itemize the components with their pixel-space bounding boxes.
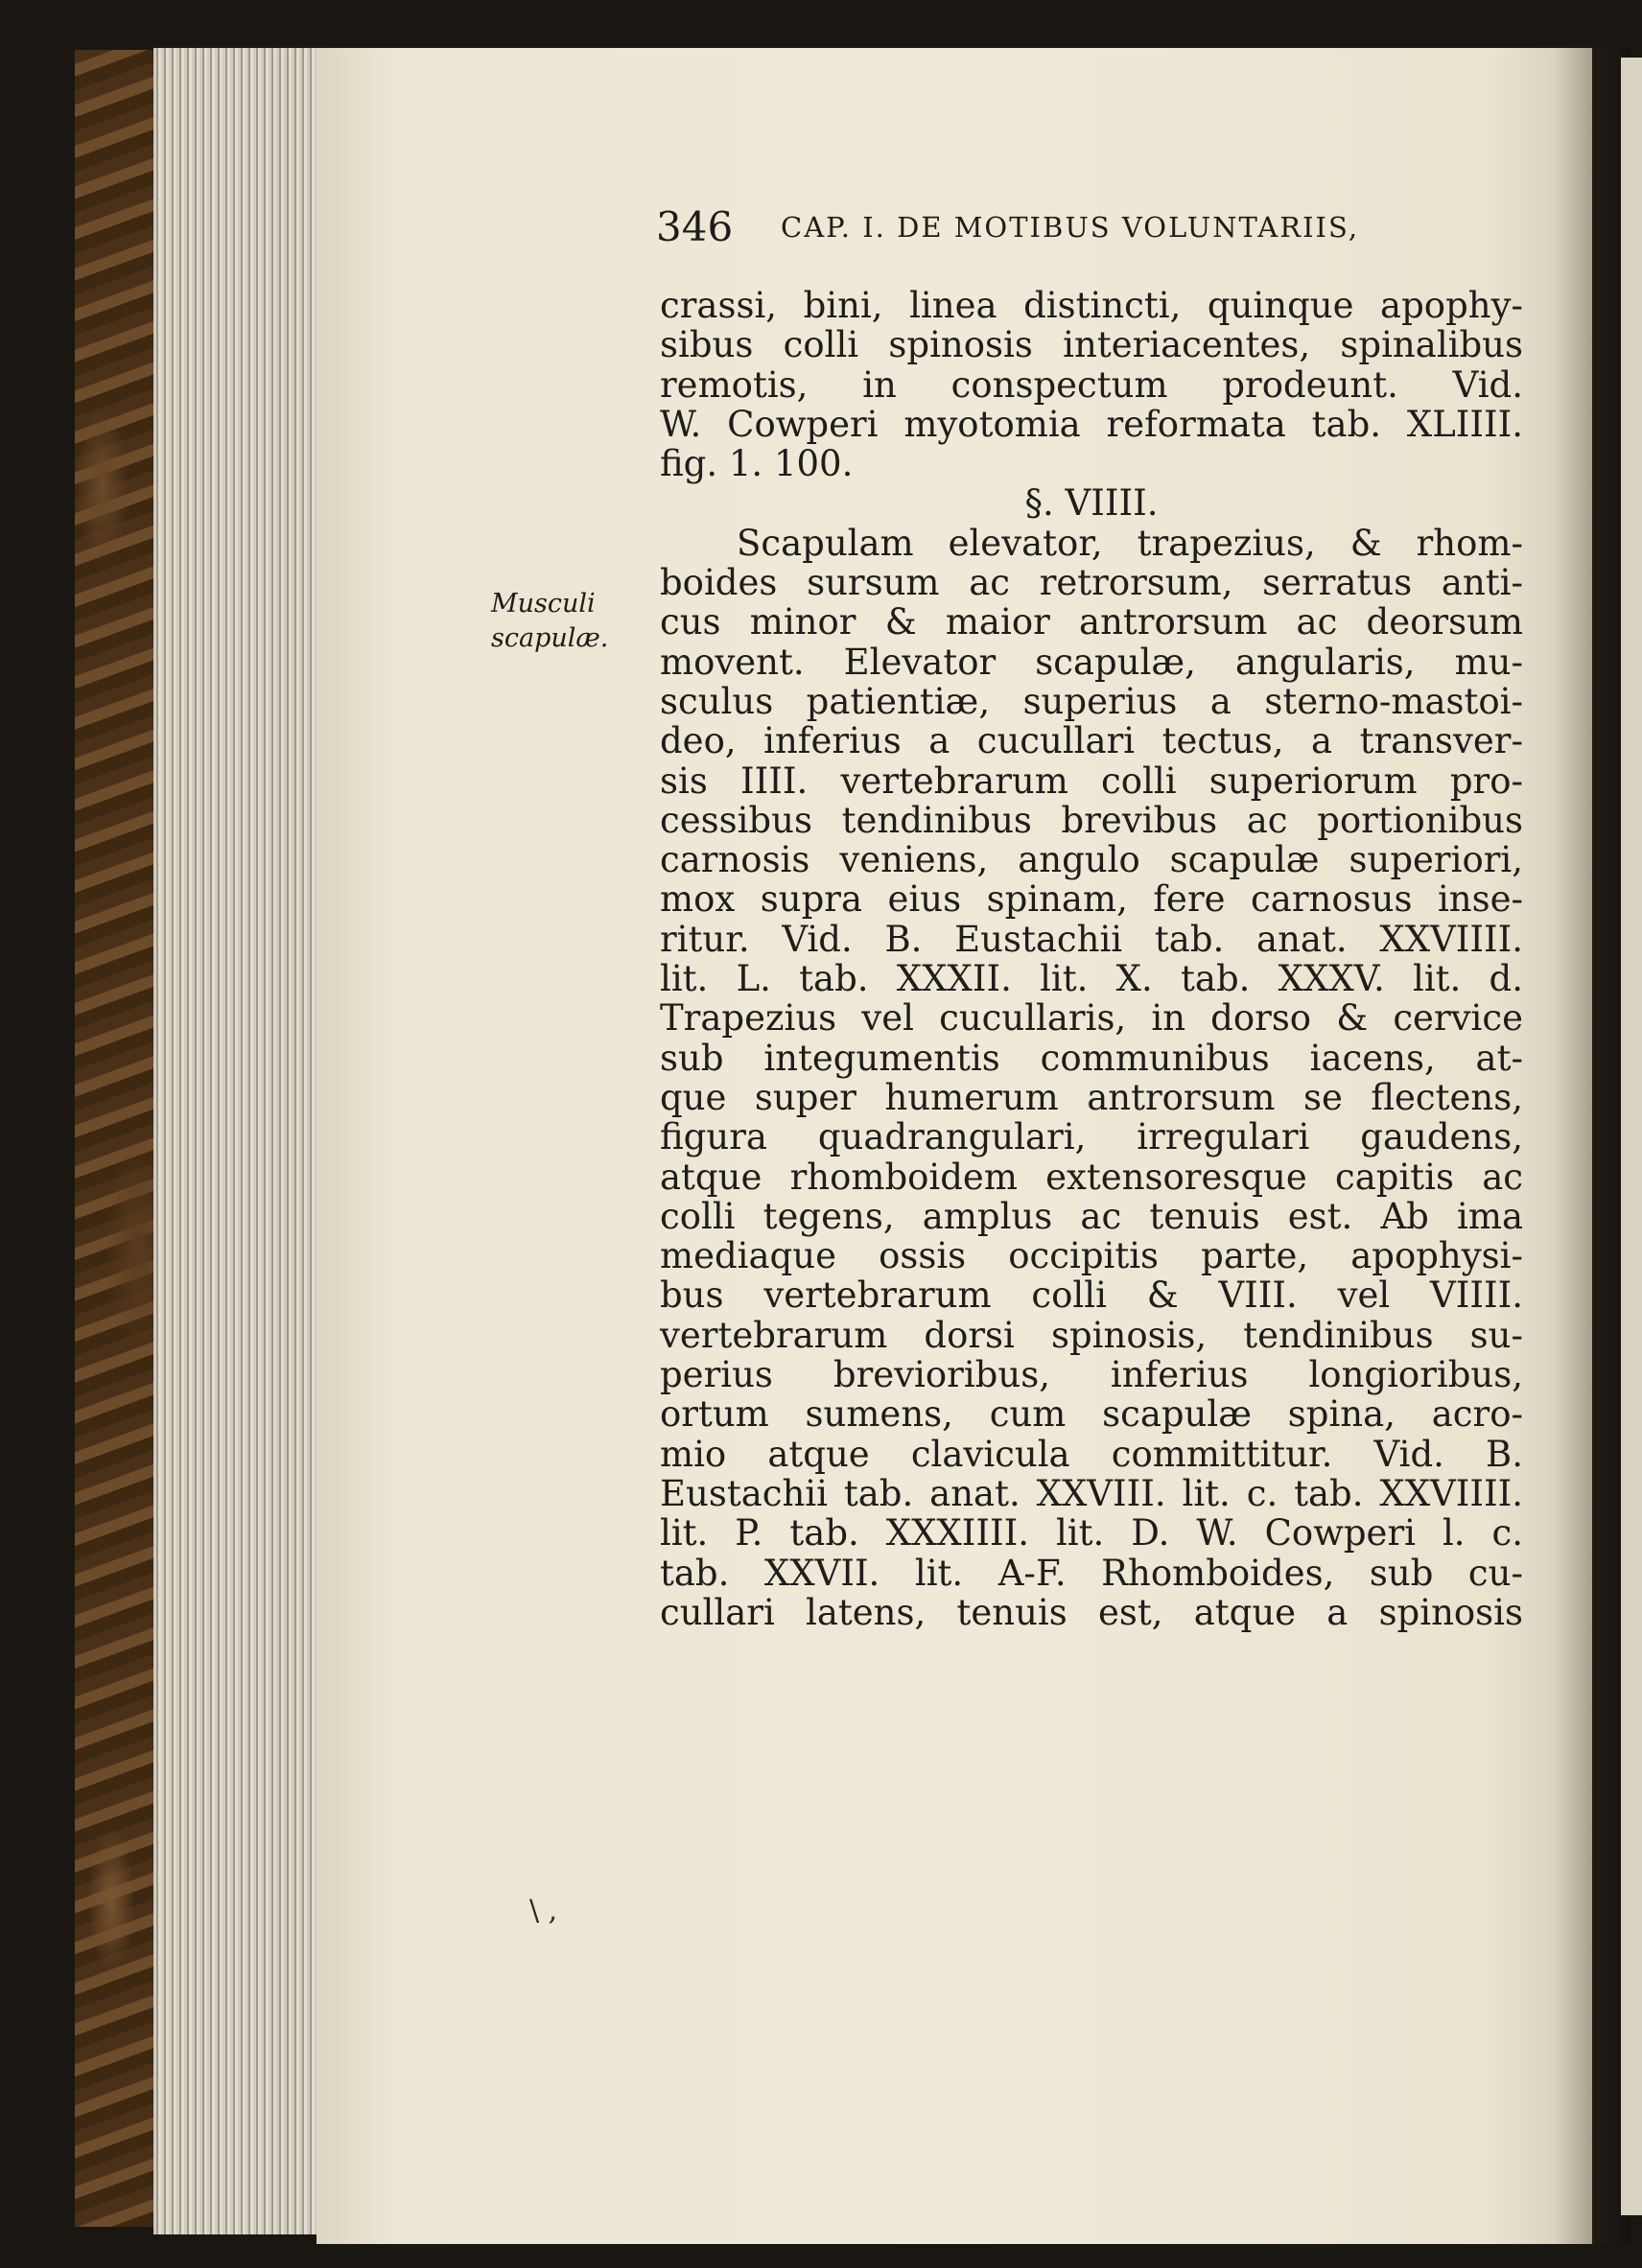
text-line: crassi, bini, linea distincti, quinque apophy- xyxy=(660,285,1523,326)
text-line: bus vertebrarum colli & VIII. vel VIIII. xyxy=(660,1274,1523,1317)
gutter-shadow xyxy=(1554,48,1630,2244)
text-line: sub integumentis communibus iacens, at- xyxy=(660,1037,1523,1079)
text-line: figura quadrangulari, irregulari gaudens, xyxy=(660,1116,1523,1158)
text-line: ritur. Vid. B. Eustachii tab. anat. XXVIIII. xyxy=(660,918,1523,960)
text-line: remotis, in conspectum prodeunt. Vid. xyxy=(660,363,1523,406)
text-line: mediaque ossis occipitis parte, apophysi- xyxy=(660,1235,1523,1277)
text-line: sibus colli spinosis interiacentes, spinalibus xyxy=(660,324,1523,366)
text-line: W. Cowperi myotomia reformata tab. XLIIII. xyxy=(660,403,1523,445)
text-line: Scapulam elevator, trapezius, & rhom- xyxy=(737,522,1523,564)
book-cover-marbled-edge xyxy=(75,50,166,2227)
text-line: movent. Elevator scapulæ, angularis, mu- xyxy=(660,641,1523,683)
text-line: mox supra eius spinam, fere carnosus inse- xyxy=(660,878,1523,921)
running-head: CAP. I. DE MOTIBUS VOLUNTARIIS, xyxy=(781,211,1360,244)
stray-ink-mark: \ , xyxy=(529,1894,558,1928)
text-line: deo, inferius a cucullari tectus, a transver- xyxy=(660,720,1523,762)
page-header xyxy=(656,203,1500,261)
text-line: cus minor & maior antrorsum ac deorsum xyxy=(660,601,1523,643)
text-line: que super humerum antrorsum se flectens, xyxy=(660,1076,1523,1118)
text-line: ortum sumens, cum scapulæ spina, acro- xyxy=(660,1393,1523,1436)
body-text xyxy=(660,286,1523,1632)
text-line: colli tegens, amplus ac tenuis est. Ab ima xyxy=(660,1195,1523,1237)
text-line: lit. L. tab. XXXII. lit. X. tab. XXXV. lit. d. xyxy=(660,958,1523,1000)
facing-page-edge xyxy=(1621,58,1642,2215)
text-line: cullari latens, tenuis est, atque a spinosis xyxy=(660,1591,1523,1633)
section-heading: §. VIIII. xyxy=(1024,482,1159,525)
text-line: Trapezius vel cucullaris, in dorso & cervice xyxy=(660,997,1523,1040)
text-line: fig. 1. 100. xyxy=(660,443,854,485)
text-line: sculus patientiæ, superius a sterno-mastoi- xyxy=(660,680,1523,722)
text-line: vertebrarum dorsi spinosis, tendinibus su- xyxy=(660,1314,1523,1356)
margin-note-line: scapulæ. xyxy=(491,623,609,653)
text-line: cessibus tendinibus brevibus ac portionibus xyxy=(660,799,1523,841)
text-line: sis IIII. vertebrarum colli superiorum pro- xyxy=(660,760,1523,802)
text-line: mio atque clavicula committitur. Vid. B. xyxy=(660,1433,1523,1475)
text-line: atque rhomboidem extensoresque capitis ac xyxy=(660,1156,1523,1198)
text-line: perius brevioribus, inferius longioribus, xyxy=(660,1354,1523,1396)
text-line: tab. XXVII. lit. A-F. Rhomboides, sub cu- xyxy=(660,1552,1523,1594)
margin-note xyxy=(491,587,645,656)
text-line: boides sursum ac retrorsum, serratus anti- xyxy=(660,562,1523,604)
text-line: Eustachii tab. anat. XXVIII. lit. c. tab. XXVIIII. xyxy=(660,1472,1523,1514)
text-line: lit. P. tab. XXXIIII. lit. D. W. Cowperi l. c. xyxy=(660,1512,1523,1555)
page-number: 346 xyxy=(656,203,734,250)
text-line: carnosis veniens, angulo scapulæ superiori, xyxy=(660,839,1523,881)
margin-note-line: Musculi xyxy=(491,589,596,619)
